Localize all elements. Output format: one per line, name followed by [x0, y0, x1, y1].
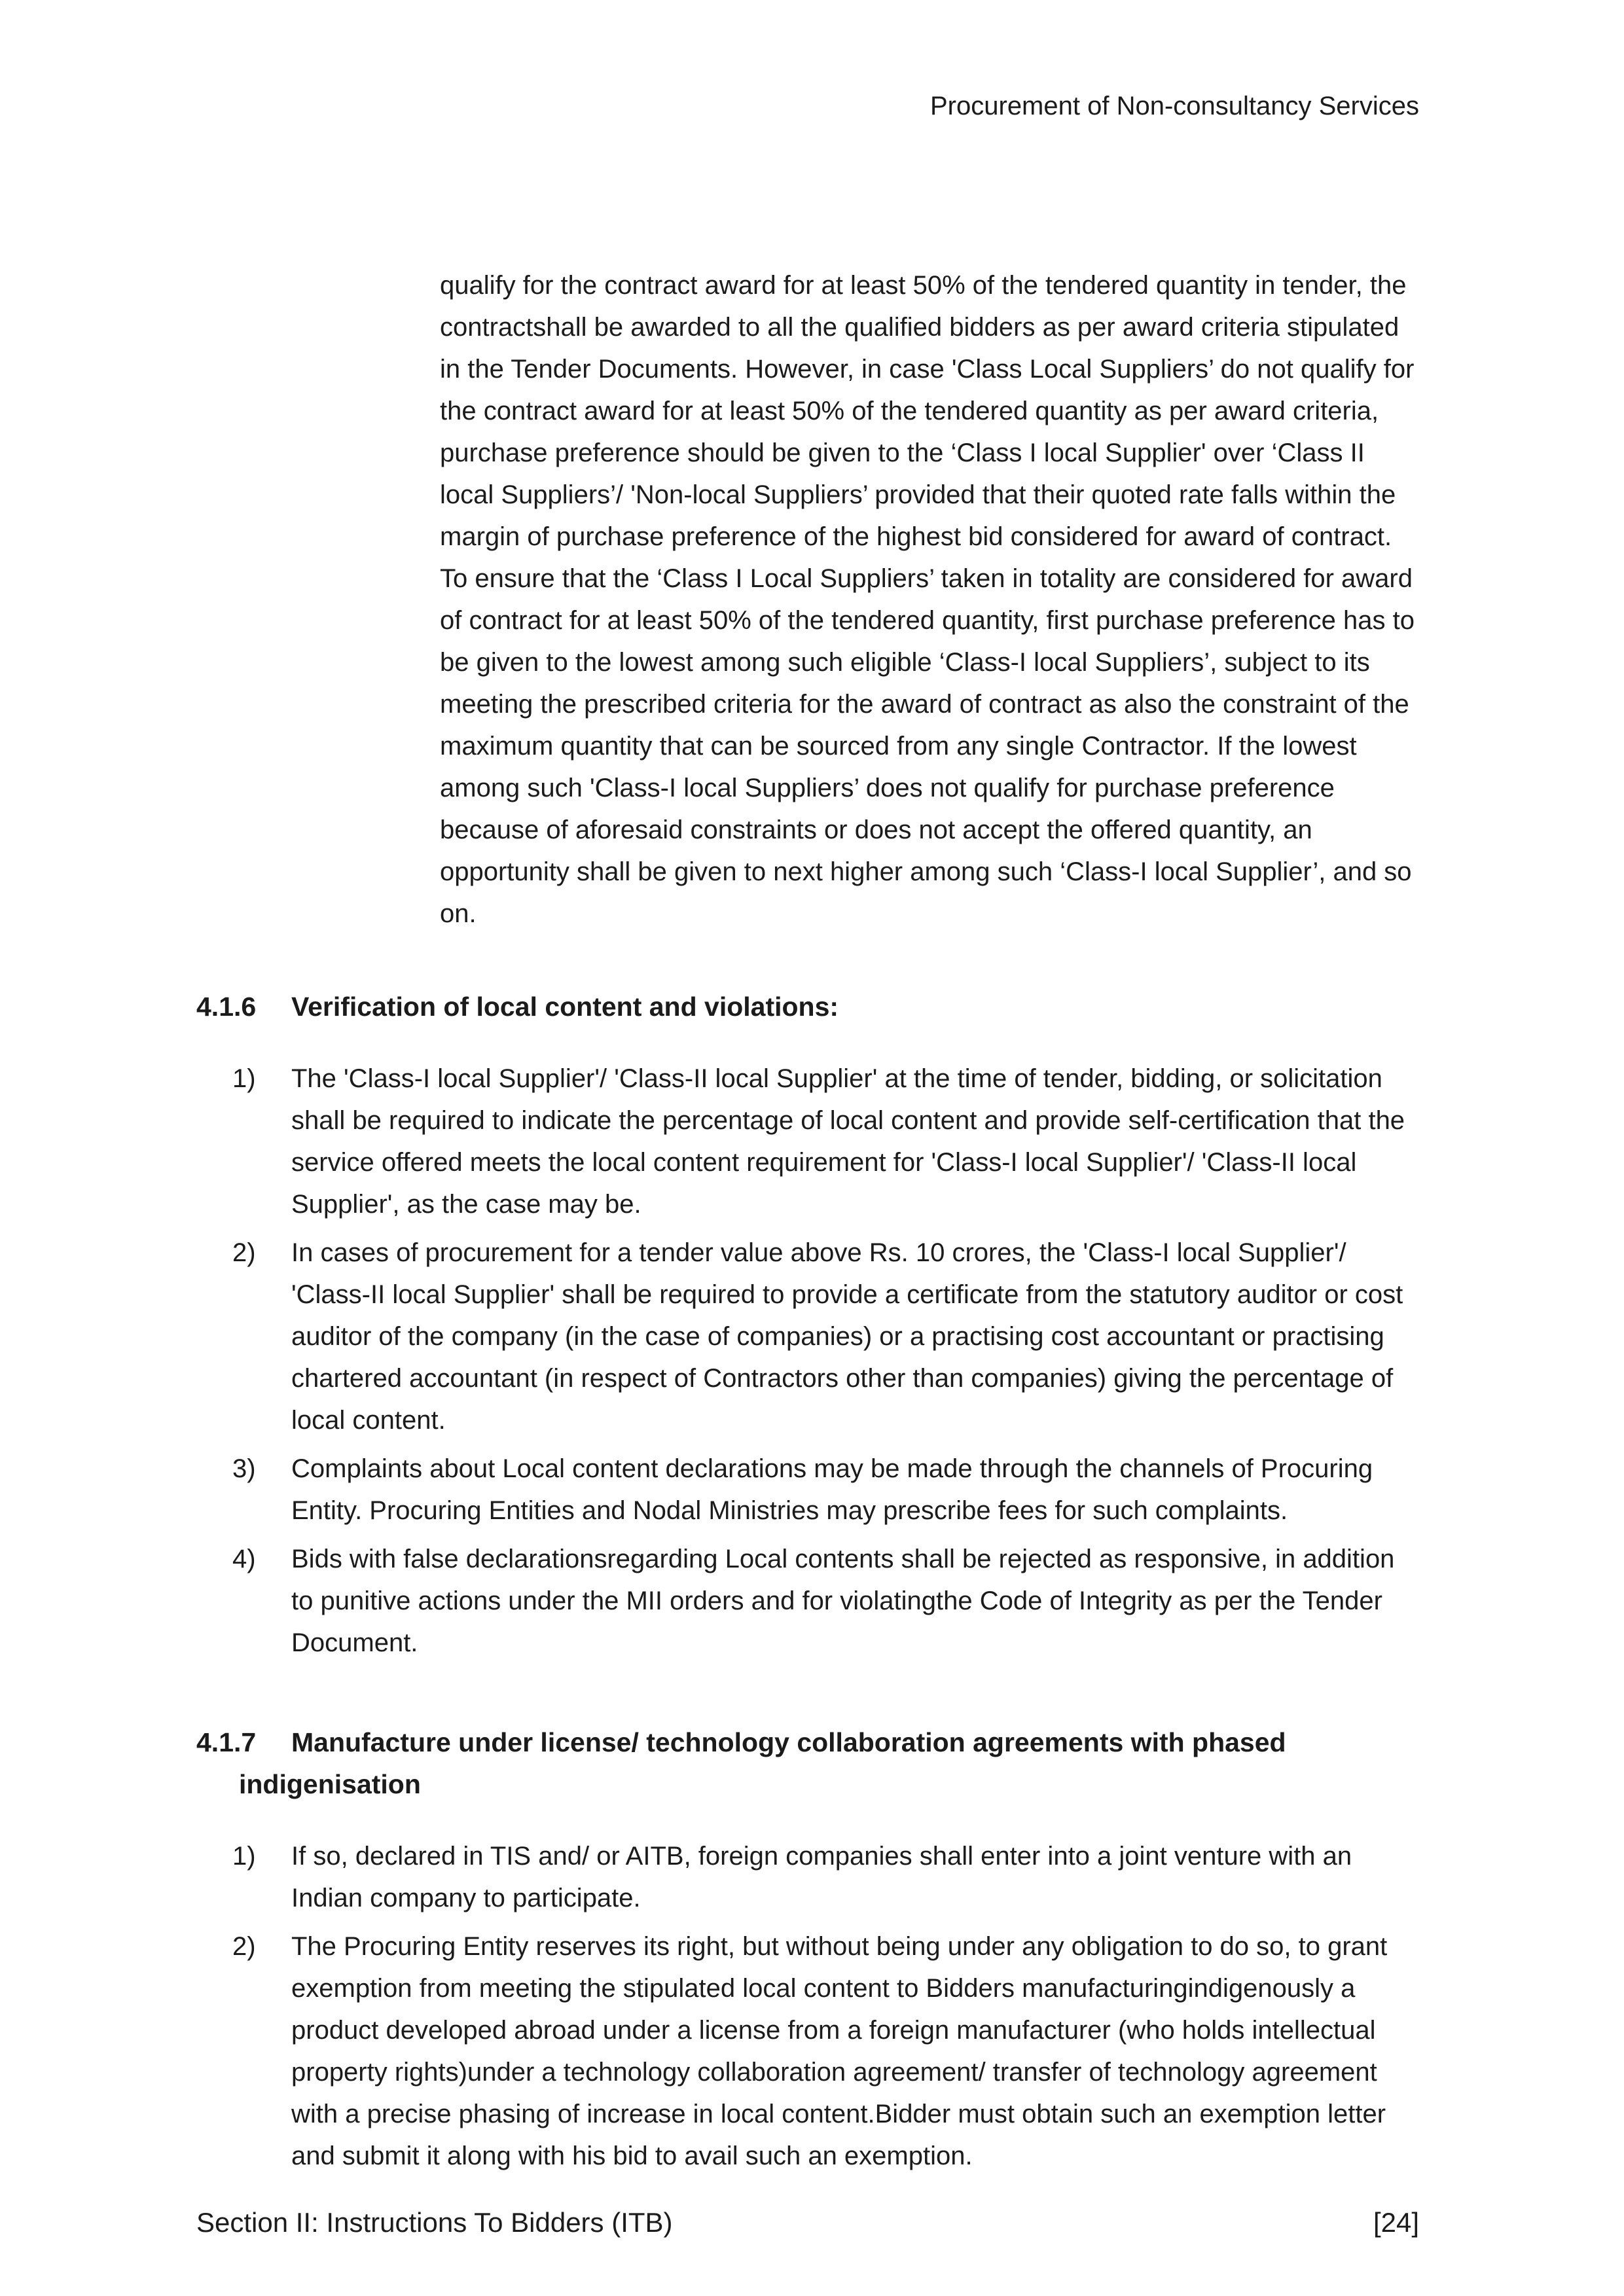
item-text: The 'Class-I local Supplier'/ 'Class-II local Supplier' at the time of tender, bidding, or solicitation shall be required to indicate the percentage of local content and provide self-certification that the service offered meets the local content requirement for 'Class-I local Supplier'/ 'Class-II local Supplier', as the case may be. — [291, 1064, 1405, 1219]
list-item — [232, 1835, 1419, 1919]
section-4-1-6-list — [196, 1058, 1419, 1670]
item-number: 2) — [232, 1238, 256, 1267]
footer-page-number: [24] — [1373, 2207, 1419, 2238]
continuation-paragraph: qualify for the contract award for at least 50% of the tendered quantity in tender, the contractshall be awarded to all the qualified bidders as per award criteria stipulated in the Tender Documents. However, in case 'Class Local Suppliers’ do not qualify for the contract award for at least 50% of the tendered quantity as per award criteria, purchase preference should be given to the ‘Class I local Supplier' over ‘Class II local Suppliers’/ 'Non-local Suppliers’ provided that their quoted rate falls within the margin of purchase preference of the highest bid considered for award of contract. To ensure that the ‘Class I Local Suppliers’ taken in totality are considered for award of contract for at least 50% of the tendered quantity, first purchase preference has to be given to the lowest among such eligible ‘Class-I local Suppliers’, subject to its meeting the prescribed criteria for the award of contract as also the constraint of the maximum quantity that can be sourced from any single Contractor. If the lowest among such 'Class-I local Suppliers’ does not qualify for purchase preference because of aforesaid constraints or does not accept the offered quantity, an opportunity shall be given to next higher among such ‘Class-I local Supplier’, and so on. — [440, 271, 1415, 928]
item-text: The Procuring Entity reserves its right, but without being under any obligation to do so, to grant exemption from meeting the stipulated local content to Bidders manufacturingindigenously a product developed abroad under a license from a foreign manufacturer (who holds intellectual property rights)under a technology collaboration agreement/ transfer of technology agreement with a precise phasing of increase in local content.Bidder must obtain such an exemption letter and submit it along with his bid to avail such an exemption. — [291, 1932, 1388, 2170]
item-text: In cases of procurement for a tender value above Rs. 10 crores, the 'Class-I local Supplier'/ 'Class-II local Supplier' shall be required to provide a certificate from the statutory auditor or cost auditor of the company (in the case of companies) or a practising cost accountant or practising chartered accountant (in respect of Contractors other than companies) giving the percentage of local content. — [291, 1238, 1403, 1435]
footer-section-label: Section II: Instructions To Bidders (ITB) — [196, 2207, 673, 2238]
item-number: 3) — [232, 1454, 256, 1483]
item-text: Bids with false declarationsregarding Local contents shall be rejected as responsive, in addition to punitive actions under the MII orders and for violatingthe Code of Integrity as per the Tender Document. — [291, 1545, 1395, 1657]
section-number: 4.1.6 — [196, 992, 257, 1022]
item-number: 2) — [232, 1932, 256, 1961]
section-heading-4-1-7 — [196, 1721, 1419, 1805]
section-number: 4.1.7 — [196, 1727, 257, 1757]
section-title: Manufacture under license/ technology collaboration agreements with phased indigenisation — [239, 1727, 1286, 1799]
item-text: If so, declared in TIS and/ or AITB, foreign companies shall enter into a joint venture with an Indian company to participate. — [291, 1842, 1352, 1912]
page-header — [196, 85, 1419, 127]
list-item — [232, 1448, 1419, 1532]
section-4-1-7-list — [196, 1835, 1419, 2183]
item-number: 4) — [232, 1545, 256, 1573]
list-item — [232, 1232, 1419, 1441]
header-title: Procurement of Non-consultancy Services — [930, 92, 1419, 120]
item-number: 1) — [232, 1842, 256, 1871]
section-title: Verification of local content and violations: — [291, 992, 839, 1022]
item-text: Complaints about Local content declarations may be made through the channels of Procuring Entity. Procuring Entities and Nodal Ministries may prescribe fees for such complaints. — [291, 1454, 1373, 1525]
item-number: 1) — [232, 1064, 256, 1093]
page-footer — [196, 2202, 1419, 2244]
list-item — [232, 1538, 1419, 1664]
list-item — [232, 1926, 1419, 2177]
list-item — [232, 1058, 1419, 1225]
section-heading-4-1-6 — [196, 986, 1419, 1028]
